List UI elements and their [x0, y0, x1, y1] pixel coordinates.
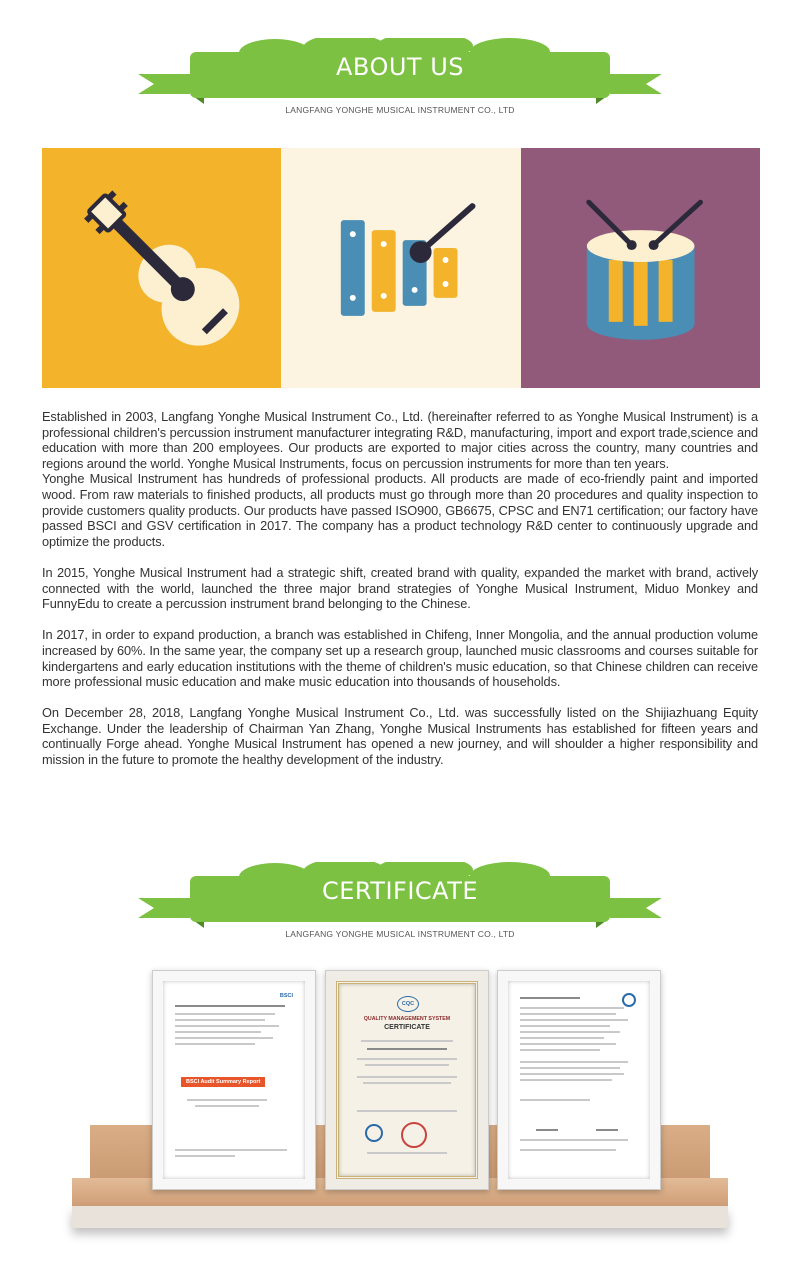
shelf-front — [72, 1206, 728, 1228]
about-text — [42, 409, 758, 768]
drum-panel — [521, 148, 760, 388]
about-paragraph-5: On December 28, 2018, Langfang Yonghe Musical Instrument Co., Ltd. was successfully listed on the Shijiazhuang Equity Exchange. Under the leadership of Chairman Yan Zhang, Yonghe Musical Instruments has established for fifteen years and continually Forge ahead. Yonghe Musical Instrument has opened a new journey, and will shoulder a higher responsibility and mission in the future to promote the healthy development of the industry. — [42, 705, 758, 768]
cqc-seal — [365, 1124, 383, 1142]
about-paragraph-1: Established in 2003, Langfang Yonghe Musical Instrument Co., Ltd. (hereinafter referred to as Yonghe Musical Instrument) is a professional children's percussion instrument manufacturer integrating R&D, manufacturing, import and export trade,science and education with more than 200 employees. Our products are exported to major cities across the country, many countries and regions around the world. Yonghe Musical Instruments, focus on percussion instruments for more than ten years. — [42, 409, 758, 471]
cqc-heading: QUALITY MANAGEMENT SYSTEM — [363, 1016, 451, 1022]
certificate-frame-test-report[interactable] — [497, 970, 661, 1190]
cqc-logo: CQC — [397, 996, 419, 1012]
about-title: ABOUT US — [335, 53, 464, 81]
instrument-panels — [42, 148, 760, 388]
test-report-seal — [622, 993, 636, 1007]
about-paragraph-2: Yonghe Musical Instrument has hundreds of professional products. All products are made of eco-friendly paint and imported wood. From raw materials to finished products, all products must go through more than 20 procedures and quality inspection to provide customers quality products. Our products have passed ISO900, GB6675, CPSC and EN71 certification; our factory have passed BSCI and GSV certification in 2017. The company has a product technology R&D center to continuously upgrade and optimize the products. — [42, 471, 758, 549]
certificate-title: CERTIFICATE — [321, 877, 479, 905]
certificate-subtitle: LANGFANG YONGHE MUSICAL INSTRUMENT CO., LTD — [285, 929, 515, 939]
test-report-document — [516, 989, 642, 1171]
guitar-icon — [42, 148, 281, 388]
about-subtitle: LANGFANG YONGHE MUSICAL INSTRUMENT CO., LTD — [285, 105, 515, 115]
about-banner — [0, 38, 800, 138]
drum-icon — [521, 148, 760, 388]
cqc-document — [347, 992, 467, 1168]
cqc-subheading: CERTIFICATE — [384, 1024, 430, 1031]
guitar-panel — [42, 148, 281, 388]
bsci-document — [171, 989, 297, 1171]
bsci-report-heading: BSCI Audit Summary Report — [181, 1077, 265, 1087]
about-paragraph-3: In 2015, Yonghe Musical Instrument had a strategic shift, created brand with quality, expanded the market with brand, actively connected with the world, launched the three major brand strategies of Yonghe Musical Instrument, Miduo Monkey and FunnyEdu to create a percussion instrument brand belonging to the Chinese. — [42, 564, 758, 612]
cqc-stamp — [401, 1122, 427, 1148]
about-paragraph-4: In 2017, in order to expand production, a branch was established in Chifeng, Inner Mongolia, and the annual production volume increased by 60%. In the same year, the company set up a research group, launched music classrooms and courses suitable for kindergartens and early education institutions with the theme of children's music education, so that Chinese children can receive more professional music education and make music education into thousands of households. — [42, 627, 758, 690]
xylophone-panel — [281, 148, 520, 388]
bsci-logo: BSCI — [279, 993, 293, 999]
certificate-display — [0, 960, 800, 1261]
certificate-banner — [0, 862, 800, 962]
xylophone-icon — [281, 148, 520, 388]
certificate-frame-cqc[interactable] — [325, 970, 489, 1190]
certificate-frame-bsci[interactable] — [152, 970, 316, 1190]
